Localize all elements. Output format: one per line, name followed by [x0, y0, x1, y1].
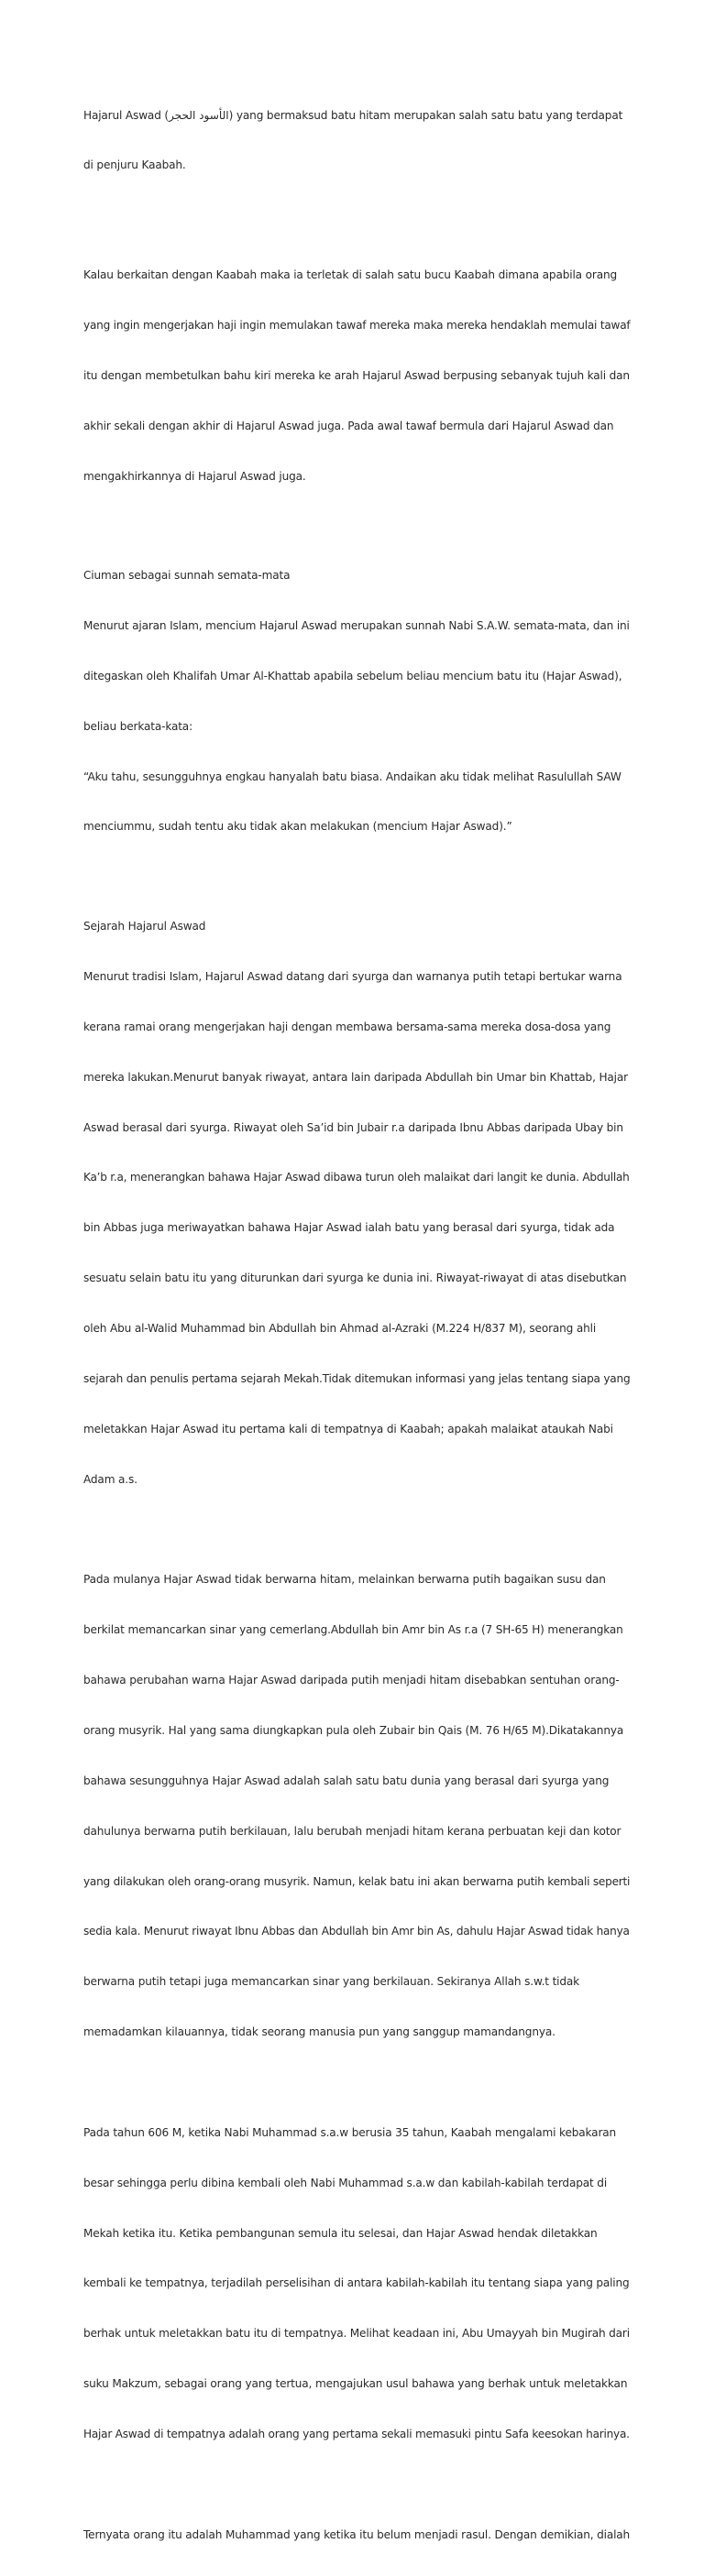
section-heading: Sejarah Hajarul Aswad: [83, 919, 206, 933]
quote-line: “Aku tahu, sesungguhnya engkau hanyalah batu biasa. Andaikan aku tidak melihat Rasulullah SAW: [83, 770, 622, 783]
paragraph-sejarah: [83, 884, 631, 1521]
text-line: sejarah dan penulis pertama sejarah Mekah.Tidak ditemukan informasi yang jelas tentang siapa yang: [83, 1371, 631, 1385]
text-line: bahawa sesungguhnya Hajar Aswad adalah salah satu batu dunia yang berasal dari syurga yang: [83, 1774, 610, 1787]
text-line: akhir sekali dengan akhir di Hajarul Aswad juga. Pada awal tawaf bermula dari Hajarul Aswad dan: [83, 419, 614, 432]
paragraph-ternyata: [83, 2493, 631, 2576]
text-line: beliau berkata-kata:: [83, 719, 192, 733]
text-line: ditegaskan oleh Khalifah Umar Al-Khattab apabila sebelum beliau mencium batu itu (Hajar Aswad),: [83, 669, 622, 682]
text-line: Pada tahun 606 M, ketika Nabi Muhammad s.a.w berusia 35 tahun, Kaabah mengalami kebakaran: [83, 2125, 617, 2139]
paragraph-tawaf: [83, 233, 631, 518]
text-line: Mekah ketika itu. Ketika pembangunan semula itu selesai, dan Hajar Aswad hendak diletakkan: [83, 2226, 598, 2240]
text-line: berkilat memancarkan sinar yang cemerlang.Abdullah bin Amr bin As r.a (7 SH-65 H) menerangkan: [83, 1623, 623, 1637]
text-line: Pada mulanya Hajar Aswad tidak berwarna hitam, melainkan berwarna putih bagaikan susu dan: [83, 1573, 606, 1587]
text-line: bin Abbas juga meriwayatkan bahawa Hajar Aswad ialah batu yang berasal dari syurga, tidak ada: [83, 1221, 615, 1235]
section-heading: Ciuman sebagai sunnah semata-mata: [83, 569, 291, 583]
text-line: yang ingin mengerjakan haji ingin memulakan tawaf mereka maka mereka hendaklah memulai tawaf: [83, 318, 631, 332]
text-line: Aswad berasal dari syurga. Riwayat oleh Sa’id bin Jubair r.a daripada Ibnu Abbas daripada Ubay bin: [83, 1120, 623, 1134]
text-line: dahulunya berwarna putih berkilauan, lalu berubah menjadi hitam kerana perbuatan keji dan kotor: [83, 1824, 622, 1838]
text-line: di penjuru Kaabah.: [83, 158, 186, 172]
text-line: bahawa perubahan warna Hajar Aswad daripada putih menjadi hitam disebabkan sentuhan orang-: [83, 1674, 620, 1687]
text-line: suku Makzum, sebagai orang yang tertua, mengajukan usul bahawa yang berhak untuk meletakkan: [83, 2377, 628, 2391]
quote-line: menciummu, sudah tentu aku tidak akan melakukan (mencium Hajar Aswad).”: [83, 820, 512, 834]
text-line: Menurut tradisi Islam, Hajarul Aswad datang dari syurga dan warnanya putih tetapi bertukar warna: [83, 969, 622, 983]
text-line: oleh Abu al-Walid Muhammad bin Abdullah bin Ahmad al-Azraki (M.224 H/837 M), seorang ahli: [83, 1322, 597, 1336]
text-line: besar sehingga perlu dibina kembali oleh Nabi Muhammad s.a.w dan kabilah-kabilah terdapat di: [83, 2176, 608, 2189]
text-line: Kalau berkaitan dengan Kaabah maka ia terletak di salah satu bucu Kaabah dimana apabila orang: [83, 267, 617, 281]
text-line: orang musyrik. Hal yang sama diungkapkan pula oleh Zubair bin Qais (M. 76 H/65 M).Dikatakannya: [83, 1723, 624, 1737]
paragraph-warna: [83, 1538, 631, 2075]
text-line: kembali ke tempatnya, terjadilah perselisihan di antara kabilah-kabilah itu tentang siapa yang paling: [83, 2276, 630, 2290]
text-line: mengakhirkannya di Hajarul Aswad juga.: [83, 469, 306, 483]
text-line: Hajarul Aswad (الأسود الحجر) yang bermaksud batu hitam merupakan salah satu batu yang terdapat: [83, 108, 623, 122]
text-line: mereka lakukan.Menurut banyak riwayat, antara lain daripada Abdullah bin Umar bin Khattab, Hajar: [83, 1070, 628, 1084]
text-line: Ternyata orang itu adalah Muhammad yang ketika itu belum menjadi rasul. Dengan demikian, dialah: [83, 2527, 631, 2541]
text-line: meletakkan Hajar Aswad itu pertama kali di tempatnya di Kaabah; apakah malaikat ataukah Nabi: [83, 1422, 613, 1435]
text-line: kerana ramai orang mengerjakan haji dengan membawa bersama-sama mereka dosa-dosa yang: [83, 1020, 611, 1033]
text-line: Ka’b r.a, menerangkan bahawa Hajar Aswad dibawa turun oleh malaikat dari langit ke dunia. Abdullah: [83, 1171, 630, 1184]
paragraph-intro: [83, 73, 624, 207]
text-line: sedia kala. Menurut riwayat Ibnu Abbas dan Abdullah bin Amr bin As, dahulu Hajar Aswad tidak hanya: [83, 1925, 630, 1938]
text-line: berhak untuk meletakkan batu itu di tempatnya. Melihat keadaan ini, Abu Umayyah bin Mugirah dari: [83, 2327, 630, 2341]
document-page: [83, 73, 631, 2576]
text-line: Hajar Aswad di tempatnya adalah orang yang pertama sekali memasuki pintu Safa keesokan harinya.: [83, 2428, 630, 2441]
paragraph-606: [83, 2090, 630, 2476]
paragraph-ciuman: [83, 533, 630, 868]
text-line: Adam a.s.: [83, 1472, 138, 1486]
text-line: Menurut ajaran Islam, mencium Hajarul Aswad merupakan sunnah Nabi S.A.W. semata-mata, dan ini: [83, 618, 630, 632]
text-line: memadamkan kilauannya, tidak seorang manusia pun yang sanggup mamandangnya.: [83, 2025, 556, 2039]
text-line: sesuatu selain batu itu yang diturunkan dari syurga ke dunia ini. Riwayat-riwayat di atas disebutkan: [83, 1272, 627, 1285]
text-line: yang dilakukan oleh orang-orang musyrik. Namun, kelak batu ini akan berwarna putih kembali seperti: [83, 1874, 631, 1888]
text-line: itu dengan membetulkan bahu kiri mereka ke arah Hajarul Aswad berpusing sebanyak tujuh kali dan: [83, 368, 630, 382]
text-line: berwarna putih tetapi juga memancarkan sinar yang berkilauan. Sekiranya Allah s.w.t tidak: [83, 1975, 580, 1989]
